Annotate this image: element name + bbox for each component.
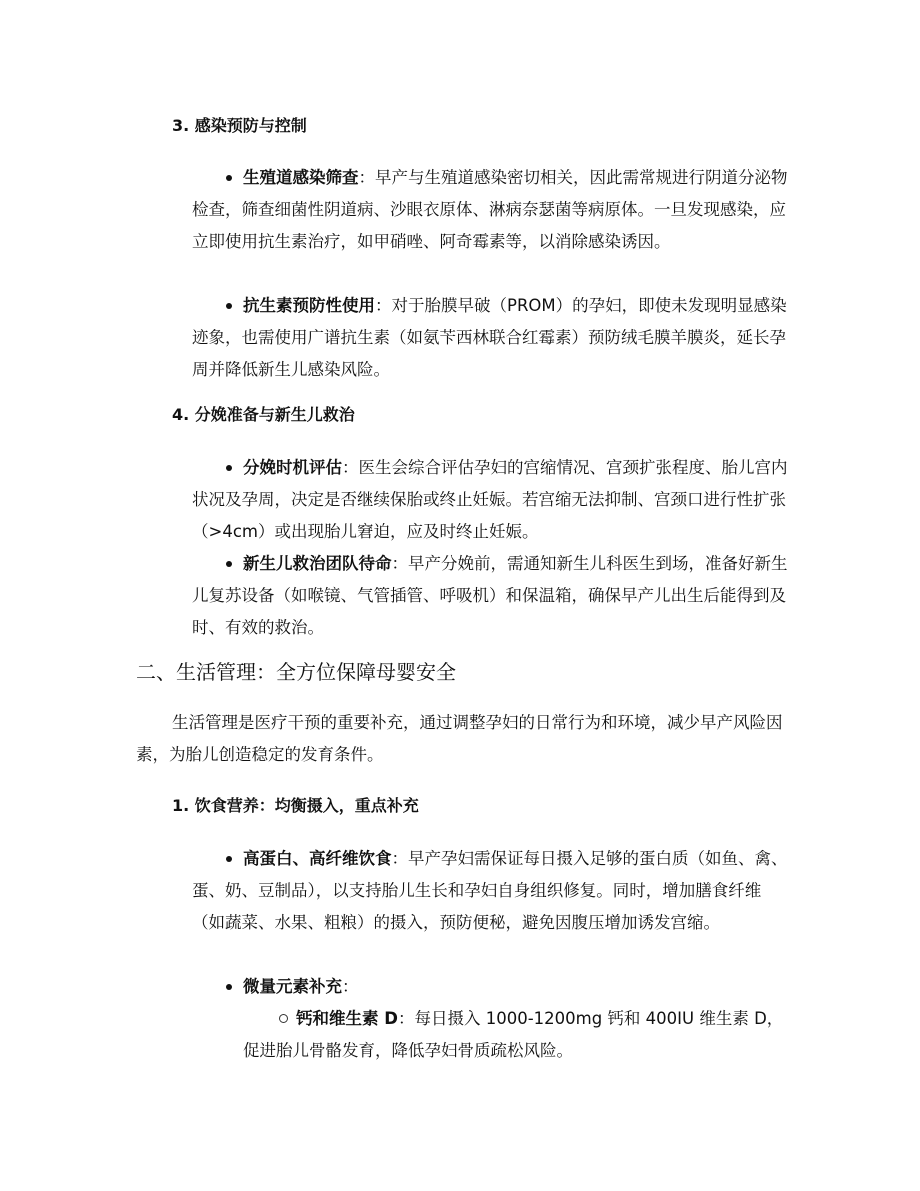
list-item (192, 162, 792, 258)
item-text: ：早产与生殖道感染密切相关，因此需常规进行阴道分泌物检查，筛查细菌性阴道病、沙眼衣原体、淋病奈瑟菌等病原体。一旦发现感染，应立即使用抗生素治疗，如甲硝唑、阿奇霉素等，以消除感染诱因。 (192, 168, 788, 251)
section-heading-life: 二、生活管理：全方位保障母婴安全 (136, 660, 456, 684)
item-term: 分娩时机评估 (243, 458, 342, 477)
list-item (192, 548, 792, 644)
item-text: ：早产分娩前，需通知新生儿科医生到场，准备好新生儿复苏设备（如喉镜、气管插管、呼吸机）和保温箱，确保早产儿出生后能得到及时、有效的救治。 (192, 554, 788, 637)
item-term: 高蛋白、高纤维饮食 (243, 849, 392, 868)
list-item (192, 971, 792, 1003)
section-heading-delivery: 4. 分娩准备与新生儿救治 (172, 405, 355, 424)
item-text: ：对于胎膜早破（PROM）的孕妇，即使未发现明显感染迹象，也需使用广谱抗生素（如氨苄西林联合红霉素）预防绒毛膜羊膜炎，延长孕周并降低新生儿感染风险。 (192, 296, 787, 379)
item-text: ：医生会综合评估孕妇的宫缩情况、宫颈扩张程度、胎儿宫内状况及孕周，决定是否继续保胎或终止妊娠。若宫缩无法抑制、宫颈口进行性扩张（>4cm）或出现胎儿窘迫，应及时终止妊娠。 (192, 458, 788, 541)
item-term: 微量元素补充 (243, 977, 342, 996)
sub-list-item (243, 1003, 788, 1067)
subsection-heading-diet: 1. 饮食营养：均衡摄入，重点补充 (172, 796, 419, 815)
item-text: ：每日摄入 1000-1200mg 钙和 400IU 维生素 D，促进胎儿骨骼发育，降低孕妇骨质疏松风险。 (243, 1009, 784, 1060)
list-item (192, 452, 792, 548)
section-heading-infection: 3. 感染预防与控制 (172, 116, 307, 135)
item-term: 生殖道感染筛查 (243, 168, 359, 187)
list-item (192, 843, 792, 939)
item-term: 新生儿救治团队待命 (243, 554, 392, 573)
item-term: 抗生素预防性使用 (243, 296, 375, 315)
item-text: ： (342, 977, 359, 996)
item-term: 钙和维生素 D (296, 1009, 398, 1028)
intro-paragraph: 生活管理是医疗干预的重要补充，通过调整孕妇的日常行为和环境，减少早产风险因素，为胎儿创造稳定的发育条件。 (136, 713, 783, 764)
item-text: ：早产孕妇需保证每日摄入足够的蛋白质（如鱼、禽、蛋、奶、豆制品），以支持胎儿生长和孕妇自身组织修复。同时，增加膳食纤维（如蔬菜、水果、粗粮）的摄入，预防便秘，避免因腹压增加诱发宫缩。 (192, 849, 788, 932)
list-item (192, 290, 792, 386)
